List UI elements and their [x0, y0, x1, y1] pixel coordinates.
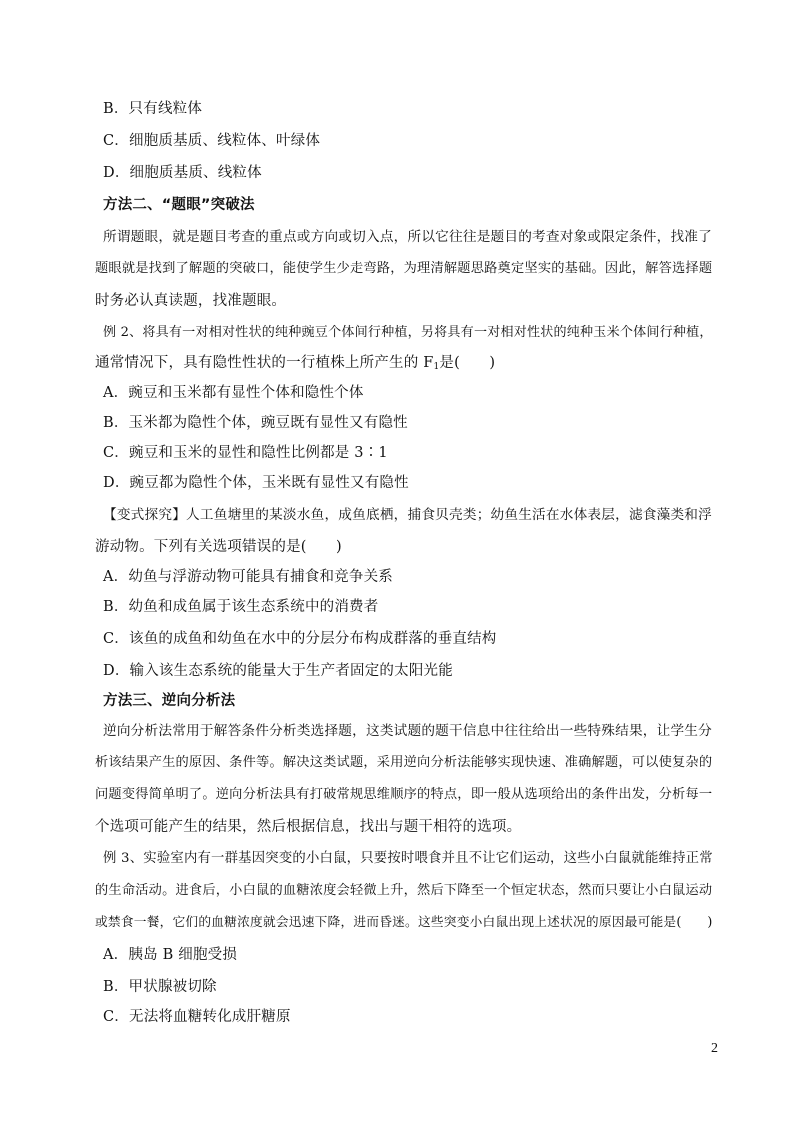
heading-method-2: 方法二、“题眼”突破法	[103, 197, 255, 213]
option-a-4: A．胰岛 B 细胞受损	[103, 947, 238, 963]
option-c-1: C．细胞质基质、线粒体、叶绿体	[103, 133, 321, 149]
option-a-3: A．幼鱼与浮游动物可能具有捕食和竞争关系	[103, 569, 393, 585]
page-number: 2	[711, 1041, 718, 1056]
option-b-2: B．玉米都为隐性个体，豌豆既有显性又有隐性	[103, 415, 408, 431]
example-3-line-3: 或禁食一餐，它们的血糖浓度就会迅速下降，进而昏迷。这些突变小白鼠出现上述状况的原因最可能是( )	[95, 915, 713, 930]
option-d-3: D．输入该生态系统的能量大于生产者固定的太阳光能	[103, 663, 453, 679]
example-2-sub: 1	[433, 362, 440, 372]
example-3-line-1: 例 3、实验室内有一群基因突变的小白鼠，只要按时喂食并且不让它们运动，这些小白鼠就能维持正常	[103, 851, 713, 866]
para-2-line-1: 逆向分析法常用于解答条件分析类选择题，这类试题的题干信息中往往给出一些特殊结果，让学生分	[103, 723, 712, 739]
option-c-3: C．该鱼的成鱼和幼鱼在水中的分层分布构成群落的垂直结构	[103, 631, 497, 647]
option-b-4: B．甲状腺被切除	[103, 979, 217, 995]
para-1-line-3: 时务必认真读题，找准题眼。	[95, 293, 287, 309]
example-3-line-2: 的生命活动。进食后，小白鼠的血糖浓度会轻微上升，然后下降至一个恒定状态，然而只要让小白鼠运动	[95, 883, 713, 898]
option-a-2: A．豌豆和玉米都有显性个体和隐性个体	[103, 385, 364, 401]
variant-line-2: 游动物。下列有关选项错误的是( )	[95, 539, 342, 555]
option-d-2: D．豌豆都为隐性个体，玉米既有显性又有隐性	[103, 475, 409, 491]
example-2-line-2	[95, 353, 495, 377]
para-2-line-2: 析该结果产生的原因、条件等。解决这类试题，采用逆向分析法能够实现快速、准确解题，可以使复杂的	[95, 755, 713, 770]
para-1-line-1: 所谓题眼，就是题目考查的重点或方向或切入点，所以它往往是题目的考查对象或限定条件，找准了	[103, 229, 712, 245]
heading-method-3: 方法三、逆向分析法	[103, 693, 236, 709]
para-2-line-3: 问题变得简单明了。逆向分析法具有打破常规思维顺序的特点，即一般从选项给出的条件出发，分析每一	[95, 787, 713, 802]
para-1-line-2: 题眼就是找到了解题的突破口，能使学生少走弯路，为理清解题思路奠定坚实的基础。因此，解答选择题	[95, 261, 713, 276]
example-2-line-2b: 是( )	[439, 355, 496, 371]
option-b-3: B．幼鱼和成鱼属于该生态系统中的消费者	[103, 599, 379, 615]
option-c-2: C．豌豆和玉米的显性和隐性比例都是 3∶1	[103, 445, 388, 461]
para-2-line-4: 个选项可能产生的结果，然后根据信息，找出与题干相符的选项。	[95, 819, 522, 835]
variant-line-1: 【变式探究】人工鱼塘里的某淡水鱼，成鱼底栖，捕食贝壳类；幼鱼生活在水体表层，滤食藻类和浮	[103, 507, 712, 523]
option-b-1: B．只有线粒体	[103, 101, 203, 117]
option-d-1: D．细胞质基质、线粒体	[103, 165, 262, 181]
option-c-4: C．无法将血糖转化成肝糖原	[103, 1009, 291, 1025]
example-2-line-2a: 通常情况下，具有隐性性状的一行植株上所产生的 F	[95, 355, 434, 371]
example-2-line-1: 例 2、将具有一对相对性状的纯种豌豆个体间行种植，另将具有一对相对性状的纯种玉米个体间行种植，	[103, 325, 713, 340]
